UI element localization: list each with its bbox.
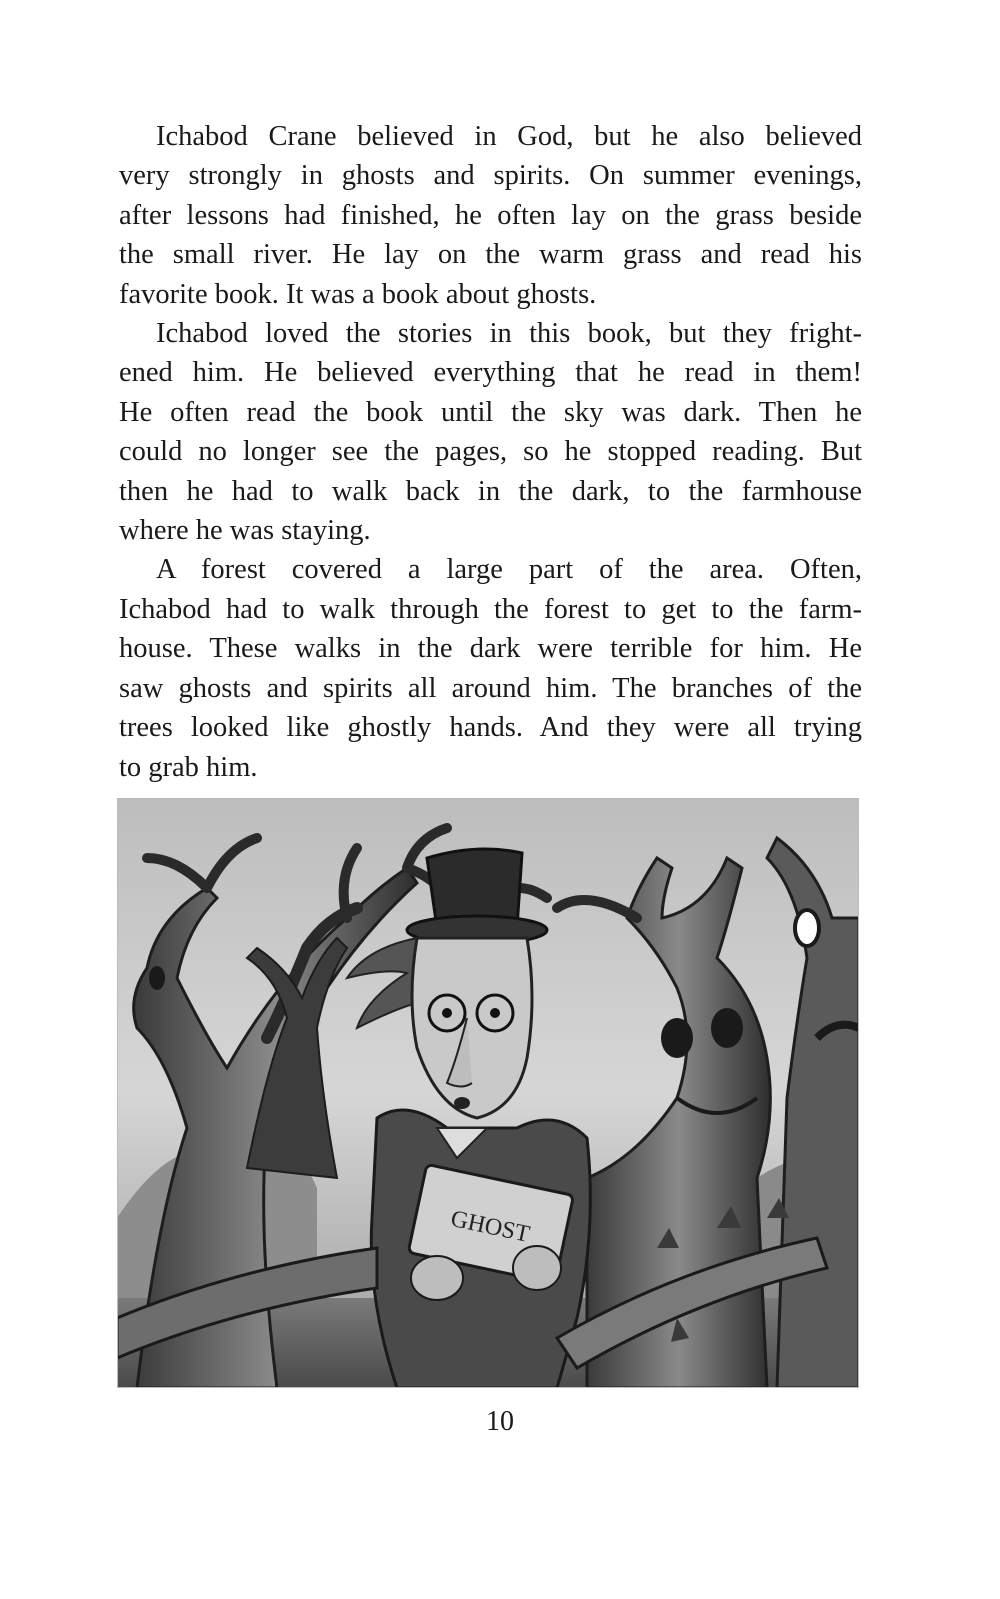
text-line: after lessons had finished, he often lay on the grass beside (119, 199, 862, 231)
text-line: then he had to walk back in the dark, to the farmhouse (119, 475, 862, 507)
page-number: 10 (486, 1406, 514, 1437)
text-line: A forest covered a large part of the area. Often, (156, 554, 862, 586)
text-line: He often read the book until the sky was dark. Then he (119, 396, 862, 428)
body-text (119, 117, 862, 787)
text-line: very strongly in ghosts and spirits. On summer evenings, (119, 160, 862, 192)
book-label: GHOST (448, 1205, 533, 1248)
ichabod-forest-illustration (117, 798, 859, 1388)
illustration-drawing (117, 798, 859, 1388)
text-line: Ichabod loved the stories in this book, but they fright- (156, 318, 862, 350)
text-line: Ichabod had to walk through the forest to get to the farm- (119, 593, 862, 625)
paragraph-1 (119, 117, 862, 314)
paragraph-2 (119, 314, 862, 550)
text-line: could no longer see the pages, so he stopped reading. But (119, 436, 862, 468)
text-line: saw ghosts and spirits all around him. The branches of the (119, 672, 862, 704)
text-line: ened him. He believed everything that he read in them! (119, 357, 862, 389)
text-line: trees looked like ghostly hands. And they were all trying (119, 712, 862, 744)
text-line: the small river. He lay on the warm grass and read his (119, 239, 862, 271)
text-line: Ichabod Crane believed in God, but he also believed (156, 121, 862, 152)
text-line: where he was staying. (119, 515, 371, 547)
text-line: to grab him. (119, 751, 258, 783)
paragraph-3 (119, 550, 862, 786)
text-line: favorite book. It was a book about ghosts. (119, 278, 597, 310)
text-line: house. These walks in the dark were terrible for him. He (119, 633, 862, 665)
